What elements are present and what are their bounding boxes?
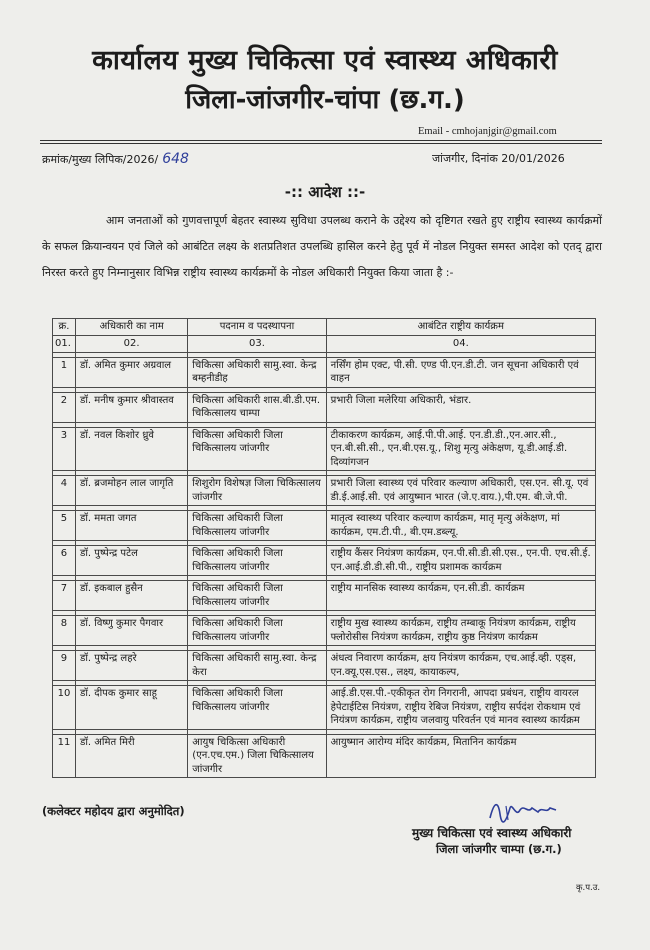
reference-prefix: क्रमांक/मुख्य लिपिक/2026/ bbox=[42, 153, 159, 166]
serial-number-cell: 11 bbox=[53, 734, 76, 778]
col-number: 02. bbox=[75, 336, 187, 353]
collector-approval-note: (कलेक्टर महोदय द्वारा अनुमोदित) bbox=[42, 804, 185, 818]
table-row bbox=[53, 686, 596, 730]
serial-number-cell: 8 bbox=[53, 616, 76, 646]
officer-name-cell: डॉ. नवल किशोर ध्रुवे bbox=[75, 427, 187, 471]
table-header-row bbox=[53, 319, 596, 336]
header-sn: क्र. bbox=[53, 319, 76, 336]
place-date: जांजगीर, दिनांक 20/01/2026 bbox=[432, 152, 565, 165]
program-cell: राष्ट्रीय मानसिक स्वास्थ्य कार्यक्रम, एन.सी.डी. कार्यक्रम bbox=[326, 581, 595, 611]
table-row bbox=[53, 357, 596, 387]
col-number: 01. bbox=[53, 336, 76, 353]
program-cell: राष्ट्रीय कैंसर नियंत्रण कार्यक्रम, एन.पी.सी.डी.सी.एस., एन.पी. एच.सी.ई. एन.आई.डी.डी.सी.पी., राष्ट्रीय प्रशामक कार्यक्रम bbox=[326, 546, 595, 576]
program-cell: प्रभारी जिला मलेरिया अधिकारी, भंडार. bbox=[326, 392, 595, 422]
table-row bbox=[53, 392, 596, 422]
header-rule bbox=[40, 140, 602, 141]
signature-mark bbox=[486, 796, 562, 826]
table-row bbox=[53, 511, 596, 541]
post-cell: चिकित्सा अधिकारी जिला चिकित्सालय जांजगीर bbox=[188, 581, 326, 611]
post-cell: आयुष चिकित्सा अधिकारी (एन.एच.एम.) जिला चिकित्सालय जांजगीर bbox=[188, 734, 326, 778]
program-cell: राष्ट्रीय मुख स्वास्थ्य कार्यक्रम, राष्ट्रीय तम्बाकू नियंत्रण कार्यक्रम, राष्ट्रीय फ्लोरोसीस नियंत्रण कार्यक्रम, राष्ट्रीय कुष्ठ नियंत्रण कार्यक्रम bbox=[326, 616, 595, 646]
header-post: पदनाम व पदस्थापना bbox=[188, 319, 326, 336]
post-cell: शिशुरोग विशेषज्ञ जिला चिकित्सालय जांजगीर bbox=[188, 476, 326, 506]
program-cell: टीकाकरण कार्यक्रम, आई.पी.पी.आई. एन.डी.डी.,एन.आर.सी., एन.बी.सी.सी., एन.बी.एस.यू., शिशु मृत्यु अंकेक्षण, यू.डी.आई.डी. दिव्यांगजन bbox=[326, 427, 595, 471]
officer-name-cell: डॉ. ब्रजमोहन लाल जागृति bbox=[75, 476, 187, 506]
post-cell: चिकित्सा अधिकारी शास.बी.डी.एम. चिकित्सालय चाम्पा bbox=[188, 392, 326, 422]
col-number: 04. bbox=[326, 336, 595, 353]
column-number-row bbox=[53, 336, 596, 353]
officer-name-cell: डॉ. पुष्पेन्द्र पटेल bbox=[75, 546, 187, 576]
table-row bbox=[53, 427, 596, 471]
table-row bbox=[53, 651, 596, 681]
reference-number: 648 bbox=[162, 151, 189, 167]
serial-number-cell: 2 bbox=[53, 392, 76, 422]
post-cell: चिकित्सा अधिकारी जिला चिकित्सालय जांजगीर bbox=[188, 546, 326, 576]
reference-line bbox=[42, 151, 189, 167]
officer-name-cell: डॉ. अमित कुमार अग्रवाल bbox=[75, 357, 187, 387]
officer-name-cell: डॉ. ममता जगत bbox=[75, 511, 187, 541]
table-row bbox=[53, 616, 596, 646]
program-cell: मातृत्व स्वास्थ्य परिवार कल्याण कार्यक्रम, मातृ मृत्यु अंकेक्षण, मां कार्यक्रम, एम.टी.पी., बी.एम.डब्ल्यू. bbox=[326, 511, 595, 541]
order-body-paragraph: आम जनताओं को गुणवत्तापूर्ण बेहतर स्वास्थ्य सुविधा उपलब्ध कराने के उद्देश्य को दृष्टिगत रखते हुए राष्ट्रीय स्वास्थ्य कार्यक्रमों के सफल क्रियान्वयन एवं जिले को आबंटित लक्ष्य के शतप्रतिशत उपलब्धि हासिल करने हेतु पूर्व में नोडल नियुक्त समस्त आदेश को एतद् द्वारा निरस्त करते हुए निम्नानुसार विभिन्न राष्ट्रीय स्वास्थ्य कार्यक्रमों के नोडल अधिकारी नियुक्त किया जाता है :- bbox=[42, 214, 602, 279]
serial-number-cell: 1 bbox=[53, 357, 76, 387]
table-row bbox=[53, 581, 596, 611]
header-rule-2 bbox=[40, 143, 602, 144]
table-row bbox=[53, 734, 596, 778]
header-program: आबंटित राष्ट्रीय कार्यक्रम bbox=[326, 319, 595, 336]
col-number: 03. bbox=[188, 336, 326, 353]
serial-number-cell: 4 bbox=[53, 476, 76, 506]
serial-number-cell: 6 bbox=[53, 546, 76, 576]
program-cell: प्रभारी जिला स्वास्थ्य एवं परिवार कल्याण अधिकारी, एस.एन. सी.यू. एवं डी.ई.आई.सी. एवं आयुष्मान भारत (जे.ए.वाय.),पी.एम. बी.जे.पी. bbox=[326, 476, 595, 506]
district-title: जिला-जांजगीर-चांपा (छ.ग.) bbox=[185, 85, 465, 115]
officer-name-cell: डॉ. पुष्पेन्द्र लहरे bbox=[75, 651, 187, 681]
please-turn-over-note: कृ.प.उ. bbox=[576, 883, 601, 893]
program-cell: आई.डी.एस.पी.-एकीकृत रोग निगरानी, आपदा प्रबंधन, राष्ट्रीय वायरल हेपेटाईटिस नियंत्रण, राष्ट्रीय रेबिज नियंत्रण, राष्ट्रीय सर्पदंश रोकथाम एवं नियंत्रण कार्यक्रम, राष्ट्रीय जलवायु परिवर्तन एवं मानव स्वास्थ्य कार्यक्रम bbox=[326, 686, 595, 730]
serial-number-cell: 10 bbox=[53, 686, 76, 730]
officer-name-cell: डॉ. मनीष कुमार श्रीवास्तव bbox=[75, 392, 187, 422]
order-heading: -:: आदेश ::- bbox=[284, 183, 366, 201]
table-row bbox=[53, 476, 596, 506]
nodal-officers-table bbox=[52, 318, 596, 778]
serial-number-cell: 3 bbox=[53, 427, 76, 471]
serial-number-cell: 9 bbox=[53, 651, 76, 681]
header-officer-name: अधिकारी का नाम bbox=[75, 319, 187, 336]
post-cell: चिकित्सा अधिकारी जिला चिकित्सालय जांजगीर bbox=[188, 616, 326, 646]
serial-number-cell: 5 bbox=[53, 511, 76, 541]
post-cell: चिकित्सा अधिकारी जिला चिकित्सालय जांजगीर bbox=[188, 427, 326, 471]
officer-name-cell: डॉ. दीपक कुमार साहू bbox=[75, 686, 187, 730]
post-cell: चिकित्सा अधिकारी सामु.स्वा. केन्द्र केरा bbox=[188, 651, 326, 681]
post-cell: चिकित्सा अधिकारी जिला चिकित्सालय जांजगीर bbox=[188, 511, 326, 541]
program-cell: नर्सिंग होम एक्ट, पी.सी. एण्ड पी.एन.डी.टी. जन सूचना अधिकारी एवं वाहन bbox=[326, 357, 595, 387]
table-row bbox=[53, 546, 596, 576]
signatory-title: मुख्य चिकित्सा एवं स्वास्थ्य अधिकारी bbox=[412, 826, 572, 840]
officer-name-cell: डॉ. इकबाल हुसैन bbox=[75, 581, 187, 611]
office-title: कार्यालय मुख्य चिकित्सा एवं स्वास्थ्य अधिकारी bbox=[92, 45, 558, 76]
program-cell: आयुष्मान आरोग्य मंदिर कार्यक्रम, मितानिन कार्यक्रम bbox=[326, 734, 595, 778]
serial-number-cell: 7 bbox=[53, 581, 76, 611]
post-cell: चिकित्सा अधिकारी सामु.स्वा. केन्द्र बम्हनीडीह bbox=[188, 357, 326, 387]
post-cell: चिकित्सा अधिकारी जिला चिकित्सालय जांजगीर bbox=[188, 686, 326, 730]
program-cell: अंधत्व निवारण कार्यक्रम, क्षय नियंत्रण कार्यक्रम, एच.आई.व्ही. एड्स, एन.क्यू.एस.एस., लक्ष्य, कायाकल्प, bbox=[326, 651, 595, 681]
signatory-place: जिला जांजगीर चाम्पा (छ.ग.) bbox=[436, 842, 562, 856]
officer-name-cell: डॉ. अमित मिरी bbox=[75, 734, 187, 778]
officer-name-cell: डॉ. विष्णु कुमार पैगवार bbox=[75, 616, 187, 646]
office-email: Email - cmhojanjgir@gmail.com bbox=[418, 126, 557, 137]
